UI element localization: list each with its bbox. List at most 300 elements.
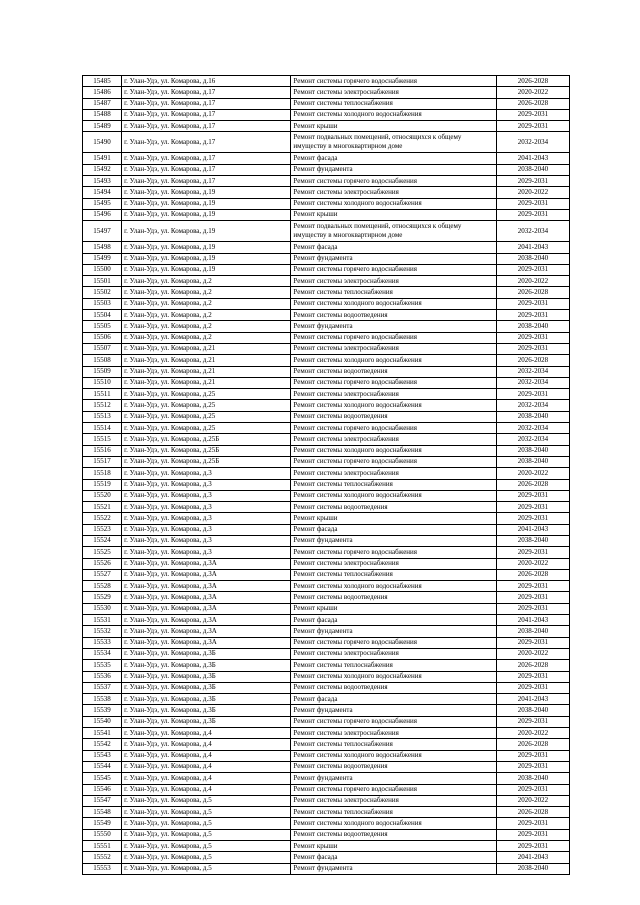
address-cell: г. Улан-Удэ, ул. Комарова, д.5: [122, 863, 291, 874]
address-cell: г. Улан-Удэ, ул. Комарова, д.5: [122, 807, 291, 818]
table-row: [83, 209, 570, 220]
work-type-cell: Ремонт подвальных помещений, относящихся к общему имуществу в многоквартирном доме: [291, 132, 496, 153]
period-cell: 2026-2028: [496, 739, 569, 750]
table-row: [83, 841, 570, 852]
address-cell: г. Улан-Удэ, ул. Комарова, д.3А: [122, 569, 291, 580]
work-type-cell: Ремонт системы водоотведения: [291, 682, 496, 693]
address-cell: г. Улан-Удэ, ул. Комарова, д.3Б: [122, 671, 291, 682]
table-row: [83, 795, 570, 806]
table-row: [83, 524, 570, 535]
address-cell: г. Улан-Удэ, ул. Комарова, д.3А: [122, 558, 291, 569]
period-cell: 2038-2040: [496, 456, 569, 467]
address-cell: г. Улан-Удэ, ул. Комарова, д.25: [122, 389, 291, 400]
address-cell: г. Улан-Удэ, ул. Комарова, д.3Б: [122, 682, 291, 693]
address-cell: г. Улан-Удэ, ул. Комарова, д.25Б: [122, 434, 291, 445]
address-cell: г. Улан-Удэ, ул. Комарова, д.17: [122, 98, 291, 109]
period-cell: 2032-2034: [496, 377, 569, 388]
row-number-cell: 15489: [83, 121, 122, 132]
table-row: [83, 389, 570, 400]
work-type-cell: Ремонт системы теплоснабжения: [291, 739, 496, 750]
period-cell: 2038-2040: [496, 321, 569, 332]
work-type-cell: Ремонт системы холодного водоснабжения: [291, 490, 496, 501]
table-row: [83, 558, 570, 569]
table-row: [83, 121, 570, 132]
work-type-cell: Ремонт системы теплоснабжения: [291, 479, 496, 490]
work-type-cell: Ремонт системы водоотведения: [291, 310, 496, 321]
table-row: [83, 648, 570, 659]
work-type-cell: Ремонт фасада: [291, 242, 496, 253]
period-cell: 2038-2040: [496, 863, 569, 874]
period-cell: 2020-2022: [496, 728, 569, 739]
table-row: [83, 310, 570, 321]
row-number-cell: 15539: [83, 705, 122, 716]
table-row: [83, 603, 570, 614]
period-cell: 2038-2040: [496, 626, 569, 637]
period-cell: 2038-2040: [496, 253, 569, 264]
address-cell: г. Улан-Удэ, ул. Комарова, д.21: [122, 377, 291, 388]
row-number-cell: 15496: [83, 209, 122, 220]
table-row: [83, 581, 570, 592]
address-cell: г. Улан-Удэ, ул. Комарова, д.5: [122, 852, 291, 863]
table-row: [83, 716, 570, 727]
row-number-cell: 15538: [83, 694, 122, 705]
address-cell: г. Улан-Удэ, ул. Комарова, д.19: [122, 198, 291, 209]
row-number-cell: 15509: [83, 366, 122, 377]
period-cell: 2020-2022: [496, 648, 569, 659]
work-type-cell: Ремонт системы теплоснабжения: [291, 287, 496, 298]
address-cell: г. Улан-Удэ, ул. Комарова, д.5: [122, 829, 291, 840]
table-row: [83, 513, 570, 524]
work-type-cell: Ремонт системы водоотведения: [291, 411, 496, 422]
period-cell: 2026-2028: [496, 569, 569, 580]
row-number-cell: 15504: [83, 310, 122, 321]
row-number-cell: 15502: [83, 287, 122, 298]
work-type-cell: Ремонт системы горячего водоснабжения: [291, 176, 496, 187]
table-row: [83, 298, 570, 309]
address-cell: г. Улан-Удэ, ул. Комарова, д.19: [122, 264, 291, 275]
table-body: [83, 76, 570, 875]
table-row: [83, 445, 570, 456]
row-number-cell: 15533: [83, 637, 122, 648]
address-cell: г. Улан-Удэ, ул. Комарова, д.3Б: [122, 660, 291, 671]
address-cell: г. Улан-Удэ, ул. Комарова, д.4: [122, 750, 291, 761]
row-number-cell: 15524: [83, 535, 122, 546]
work-type-cell: Ремонт крыши: [291, 121, 496, 132]
work-type-cell: Ремонт системы холодного водоснабжения: [291, 818, 496, 829]
row-number-cell: 15534: [83, 648, 122, 659]
period-cell: 2029-2031: [496, 547, 569, 558]
period-cell: 2029-2031: [496, 264, 569, 275]
work-type-cell: Ремонт системы горячего водоснабжения: [291, 547, 496, 558]
row-number-cell: 15549: [83, 818, 122, 829]
row-number-cell: 15507: [83, 343, 122, 354]
work-type-cell: Ремонт системы горячего водоснабжения: [291, 76, 496, 87]
row-number-cell: 15511: [83, 389, 122, 400]
period-cell: 2020-2022: [496, 187, 569, 198]
address-cell: г. Улан-Удэ, ул. Комарова, д.2: [122, 321, 291, 332]
work-type-cell: Ремонт системы холодного водоснабжения: [291, 581, 496, 592]
row-number-cell: 15492: [83, 164, 122, 175]
address-cell: г. Улан-Удэ, ул. Комарова, д.25: [122, 411, 291, 422]
table-row: [83, 615, 570, 626]
work-type-cell: Ремонт фасада: [291, 852, 496, 863]
row-number-cell: 15553: [83, 863, 122, 874]
period-cell: 2029-2031: [496, 209, 569, 220]
work-type-cell: Ремонт фундамента: [291, 253, 496, 264]
address-cell: г. Улан-Удэ, ул. Комарова, д.3Б: [122, 705, 291, 716]
row-number-cell: 15537: [83, 682, 122, 693]
row-number-cell: 15531: [83, 615, 122, 626]
work-type-cell: Ремонт системы теплоснабжения: [291, 569, 496, 580]
work-type-cell: Ремонт системы теплоснабжения: [291, 807, 496, 818]
document-page: [82, 75, 570, 875]
period-cell: 2020-2022: [496, 87, 569, 98]
table-row: [83, 626, 570, 637]
address-cell: г. Улан-Удэ, ул. Комарова, д.21: [122, 343, 291, 354]
work-type-cell: Ремонт системы горячего водоснабжения: [291, 377, 496, 388]
table-row: [83, 332, 570, 343]
row-number-cell: 15520: [83, 490, 122, 501]
work-type-cell: Ремонт системы горячего водоснабжения: [291, 637, 496, 648]
work-type-cell: Ремонт крыши: [291, 603, 496, 614]
row-number-cell: 15498: [83, 242, 122, 253]
table-row: [83, 750, 570, 761]
address-cell: г. Улан-Удэ, ул. Комарова, д.4: [122, 739, 291, 750]
row-number-cell: 15525: [83, 547, 122, 558]
table-row: [83, 456, 570, 467]
work-type-cell: Ремонт системы электроснабжения: [291, 558, 496, 569]
table-row: [83, 98, 570, 109]
address-cell: г. Улан-Удэ, ул. Комарова, д.3А: [122, 615, 291, 626]
work-type-cell: Ремонт системы горячего водоснабжения: [291, 423, 496, 434]
work-type-cell: Ремонт системы холодного водоснабжения: [291, 445, 496, 456]
period-cell: 2041-2043: [496, 153, 569, 164]
period-cell: 2041-2043: [496, 694, 569, 705]
row-number-cell: 15485: [83, 76, 122, 87]
address-cell: г. Улан-Удэ, ул. Комарова, д.25Б: [122, 445, 291, 456]
address-cell: г. Улан-Удэ, ул. Комарова, д.3: [122, 468, 291, 479]
table-row: [83, 76, 570, 87]
period-cell: 2029-2031: [496, 502, 569, 513]
row-number-cell: 15522: [83, 513, 122, 524]
address-cell: г. Улан-Удэ, ул. Комарова, д.3: [122, 479, 291, 490]
period-cell: 2029-2031: [496, 829, 569, 840]
work-type-cell: Ремонт системы горячего водоснабжения: [291, 456, 496, 467]
period-cell: 2020-2022: [496, 795, 569, 806]
work-type-cell: Ремонт системы электроснабжения: [291, 187, 496, 198]
row-number-cell: 15503: [83, 298, 122, 309]
period-cell: 2029-2031: [496, 603, 569, 614]
row-number-cell: 15550: [83, 829, 122, 840]
table-row: [83, 739, 570, 750]
period-cell: 2020-2022: [496, 468, 569, 479]
work-type-cell: Ремонт фундамента: [291, 773, 496, 784]
row-number-cell: 15545: [83, 773, 122, 784]
table-row: [83, 829, 570, 840]
address-cell: г. Улан-Удэ, ул. Комарова, д.4: [122, 784, 291, 795]
work-type-cell: Ремонт системы электроснабжения: [291, 648, 496, 659]
period-cell: 2026-2028: [496, 807, 569, 818]
row-number-cell: 15530: [83, 603, 122, 614]
address-cell: г. Улан-Удэ, ул. Комарова, д.19: [122, 242, 291, 253]
address-cell: г. Улан-Удэ, ул. Комарова, д.2: [122, 276, 291, 287]
address-cell: г. Улан-Удэ, ул. Комарова, д.17: [122, 87, 291, 98]
work-type-cell: Ремонт фундамента: [291, 321, 496, 332]
row-number-cell: 15529: [83, 592, 122, 603]
address-cell: г. Улан-Удэ, ул. Комарова, д.3А: [122, 581, 291, 592]
work-type-cell: Ремонт системы электроснабжения: [291, 276, 496, 287]
address-cell: г. Улан-Удэ, ул. Комарова, д.19: [122, 209, 291, 220]
table-row: [83, 242, 570, 253]
table-row: [83, 761, 570, 772]
row-number-cell: 15505: [83, 321, 122, 332]
work-type-cell: Ремонт системы электроснабжения: [291, 389, 496, 400]
period-cell: 2029-2031: [496, 761, 569, 772]
period-cell: 2026-2028: [496, 479, 569, 490]
work-type-cell: Ремонт системы холодного водоснабжения: [291, 671, 496, 682]
row-number-cell: 15519: [83, 479, 122, 490]
row-number-cell: 15508: [83, 355, 122, 366]
period-cell: 2029-2031: [496, 198, 569, 209]
period-cell: 2032-2034: [496, 366, 569, 377]
period-cell: 2029-2031: [496, 581, 569, 592]
table-row: [83, 852, 570, 863]
address-cell: г. Улан-Удэ, ул. Комарова, д.4: [122, 761, 291, 772]
row-number-cell: 15513: [83, 411, 122, 422]
table-row: [83, 377, 570, 388]
period-cell: 2038-2040: [496, 164, 569, 175]
work-type-cell: Ремонт системы электроснабжения: [291, 434, 496, 445]
address-cell: г. Улан-Удэ, ул. Комарова, д.3Б: [122, 694, 291, 705]
row-number-cell: 15510: [83, 377, 122, 388]
work-type-cell: Ремонт системы электроснабжения: [291, 795, 496, 806]
row-number-cell: 15543: [83, 750, 122, 761]
table-row: [83, 187, 570, 198]
table-row: [83, 490, 570, 501]
table-row: [83, 637, 570, 648]
address-cell: г. Улан-Удэ, ул. Комарова, д.4: [122, 773, 291, 784]
work-type-cell: Ремонт системы холодного водоснабжения: [291, 750, 496, 761]
period-cell: 2029-2031: [496, 716, 569, 727]
table-row: [83, 592, 570, 603]
work-type-cell: Ремонт системы электроснабжения: [291, 343, 496, 354]
table-row: [83, 198, 570, 209]
work-type-cell: Ремонт крыши: [291, 841, 496, 852]
period-cell: 2041-2043: [496, 852, 569, 863]
table-row: [83, 287, 570, 298]
address-cell: г. Улан-Удэ, ул. Комарова, д.19: [122, 187, 291, 198]
period-cell: 2038-2040: [496, 445, 569, 456]
period-cell: 2029-2031: [496, 818, 569, 829]
period-cell: 2020-2022: [496, 276, 569, 287]
table-row: [83, 355, 570, 366]
table-row: [83, 468, 570, 479]
address-cell: г. Улан-Удэ, ул. Комарова, д.3А: [122, 603, 291, 614]
work-type-cell: Ремонт системы холодного водоснабжения: [291, 198, 496, 209]
table-row: [83, 863, 570, 874]
address-cell: г. Улан-Удэ, ул. Комарова, д.19: [122, 253, 291, 264]
address-cell: г. Улан-Удэ, ул. Комарова, д.25Б: [122, 456, 291, 467]
table-row: [83, 671, 570, 682]
work-type-cell: Ремонт крыши: [291, 209, 496, 220]
row-number-cell: 15515: [83, 434, 122, 445]
table-row: [83, 400, 570, 411]
row-number-cell: 15500: [83, 264, 122, 275]
work-type-cell: Ремонт фундамента: [291, 705, 496, 716]
row-number-cell: 15541: [83, 728, 122, 739]
period-cell: 2029-2031: [496, 671, 569, 682]
row-number-cell: 15494: [83, 187, 122, 198]
work-type-cell: Ремонт системы водоотведения: [291, 366, 496, 377]
row-number-cell: 15487: [83, 98, 122, 109]
period-cell: 2026-2028: [496, 76, 569, 87]
period-cell: 2029-2031: [496, 343, 569, 354]
period-cell: 2026-2028: [496, 355, 569, 366]
period-cell: 2038-2040: [496, 773, 569, 784]
table-row: [83, 807, 570, 818]
table-row: [83, 434, 570, 445]
capital-repair-table: [82, 75, 570, 875]
work-type-cell: Ремонт системы водоотведения: [291, 502, 496, 513]
period-cell: 2026-2028: [496, 98, 569, 109]
table-row: [83, 682, 570, 693]
table-row: [83, 109, 570, 120]
table-row: [83, 411, 570, 422]
work-type-cell: Ремонт системы водоотведения: [291, 829, 496, 840]
table-row: [83, 660, 570, 671]
address-cell: г. Улан-Удэ, ул. Комарова, д.17: [122, 109, 291, 120]
row-number-cell: 15512: [83, 400, 122, 411]
row-number-cell: 15552: [83, 852, 122, 863]
address-cell: г. Улан-Удэ, ул. Комарова, д.2: [122, 332, 291, 343]
period-cell: 2038-2040: [496, 411, 569, 422]
address-cell: г. Улан-Удэ, ул. Комарова, д.3: [122, 535, 291, 546]
period-cell: 2041-2043: [496, 615, 569, 626]
row-number-cell: 15526: [83, 558, 122, 569]
work-type-cell: Ремонт фасада: [291, 694, 496, 705]
address-cell: г. Улан-Удэ, ул. Комарова, д.3Б: [122, 648, 291, 659]
work-type-cell: Ремонт системы холодного водоснабжения: [291, 355, 496, 366]
row-number-cell: 15517: [83, 456, 122, 467]
period-cell: 2032-2034: [496, 434, 569, 445]
table-row: [83, 264, 570, 275]
table-row: [83, 784, 570, 795]
row-number-cell: 15523: [83, 524, 122, 535]
address-cell: г. Улан-Удэ, ул. Комарова, д.3: [122, 502, 291, 513]
address-cell: г. Улан-Удэ, ул. Комарова, д.4: [122, 728, 291, 739]
work-type-cell: Ремонт системы горячего водоснабжения: [291, 716, 496, 727]
row-number-cell: 15488: [83, 109, 122, 120]
work-type-cell: Ремонт системы электроснабжения: [291, 468, 496, 479]
table-row: [83, 276, 570, 287]
address-cell: г. Улан-Удэ, ул. Комарова, д.25: [122, 400, 291, 411]
address-cell: г. Улан-Удэ, ул. Комарова, д.17: [122, 164, 291, 175]
table-row: [83, 535, 570, 546]
period-cell: 2038-2040: [496, 705, 569, 716]
period-cell: 2041-2043: [496, 242, 569, 253]
period-cell: 2029-2031: [496, 637, 569, 648]
period-cell: 2029-2031: [496, 121, 569, 132]
period-cell: 2038-2040: [496, 535, 569, 546]
work-type-cell: Ремонт системы холодного водоснабжения: [291, 400, 496, 411]
work-type-cell: Ремонт системы холодного водоснабжения: [291, 109, 496, 120]
period-cell: 2032-2034: [496, 221, 569, 242]
table-row: [83, 253, 570, 264]
period-cell: 2032-2034: [496, 132, 569, 153]
row-number-cell: 15497: [83, 221, 122, 242]
address-cell: г. Улан-Удэ, ул. Комарова, д.16: [122, 76, 291, 87]
work-type-cell: Ремонт фасада: [291, 524, 496, 535]
address-cell: г. Улан-Удэ, ул. Комарова, д.3: [122, 547, 291, 558]
period-cell: 2026-2028: [496, 287, 569, 298]
address-cell: г. Улан-Удэ, ул. Комарова, д.17: [122, 121, 291, 132]
work-type-cell: Ремонт системы электроснабжения: [291, 728, 496, 739]
work-type-cell: Ремонт системы водоотведения: [291, 592, 496, 603]
work-type-cell: Ремонт системы электроснабжения: [291, 87, 496, 98]
row-number-cell: 15542: [83, 739, 122, 750]
row-number-cell: 15540: [83, 716, 122, 727]
work-type-cell: Ремонт системы горячего водоснабжения: [291, 264, 496, 275]
table-row: [83, 694, 570, 705]
row-number-cell: 15491: [83, 153, 122, 164]
period-cell: 2029-2031: [496, 332, 569, 343]
address-cell: г. Улан-Удэ, ул. Комарова, д.3: [122, 513, 291, 524]
row-number-cell: 15499: [83, 253, 122, 264]
row-number-cell: 15495: [83, 198, 122, 209]
table-row: [83, 479, 570, 490]
period-cell: 2032-2034: [496, 423, 569, 434]
work-type-cell: Ремонт крыши: [291, 513, 496, 524]
period-cell: 2029-2031: [496, 841, 569, 852]
row-number-cell: 15548: [83, 807, 122, 818]
row-number-cell: 15532: [83, 626, 122, 637]
period-cell: 2029-2031: [496, 389, 569, 400]
table-row: [83, 423, 570, 434]
table-row: [83, 132, 570, 153]
work-type-cell: Ремонт системы теплоснабжения: [291, 98, 496, 109]
table-row: [83, 728, 570, 739]
address-cell: г. Улан-Удэ, ул. Комарова, д.2: [122, 310, 291, 321]
period-cell: 2029-2031: [496, 750, 569, 761]
address-cell: г. Улан-Удэ, ул. Комарова, д.3: [122, 490, 291, 501]
period-cell: 2029-2031: [496, 176, 569, 187]
work-type-cell: Ремонт фундамента: [291, 863, 496, 874]
work-type-cell: Ремонт фундамента: [291, 535, 496, 546]
table-row: [83, 176, 570, 187]
period-cell: 2029-2031: [496, 784, 569, 795]
row-number-cell: 15536: [83, 671, 122, 682]
table-row: [83, 705, 570, 716]
row-number-cell: 15551: [83, 841, 122, 852]
work-type-cell: Ремонт подвальных помещений, относящихся к общему имуществу в многоквартирном доме: [291, 221, 496, 242]
row-number-cell: 15506: [83, 332, 122, 343]
row-number-cell: 15544: [83, 761, 122, 772]
period-cell: 2029-2031: [496, 490, 569, 501]
table-row: [83, 818, 570, 829]
address-cell: г. Улан-Удэ, ул. Комарова, д.3: [122, 524, 291, 535]
table-row: [83, 502, 570, 513]
row-number-cell: 15486: [83, 87, 122, 98]
address-cell: г. Улан-Удэ, ул. Комарова, д.21: [122, 355, 291, 366]
row-number-cell: 15501: [83, 276, 122, 287]
row-number-cell: 15516: [83, 445, 122, 456]
address-cell: г. Улан-Удэ, ул. Комарова, д.21: [122, 366, 291, 377]
row-number-cell: 15546: [83, 784, 122, 795]
address-cell: г. Улан-Удэ, ул. Комарова, д.3А: [122, 637, 291, 648]
address-cell: г. Улан-Удэ, ул. Комарова, д.19: [122, 221, 291, 242]
row-number-cell: 15547: [83, 795, 122, 806]
period-cell: 2026-2028: [496, 660, 569, 671]
